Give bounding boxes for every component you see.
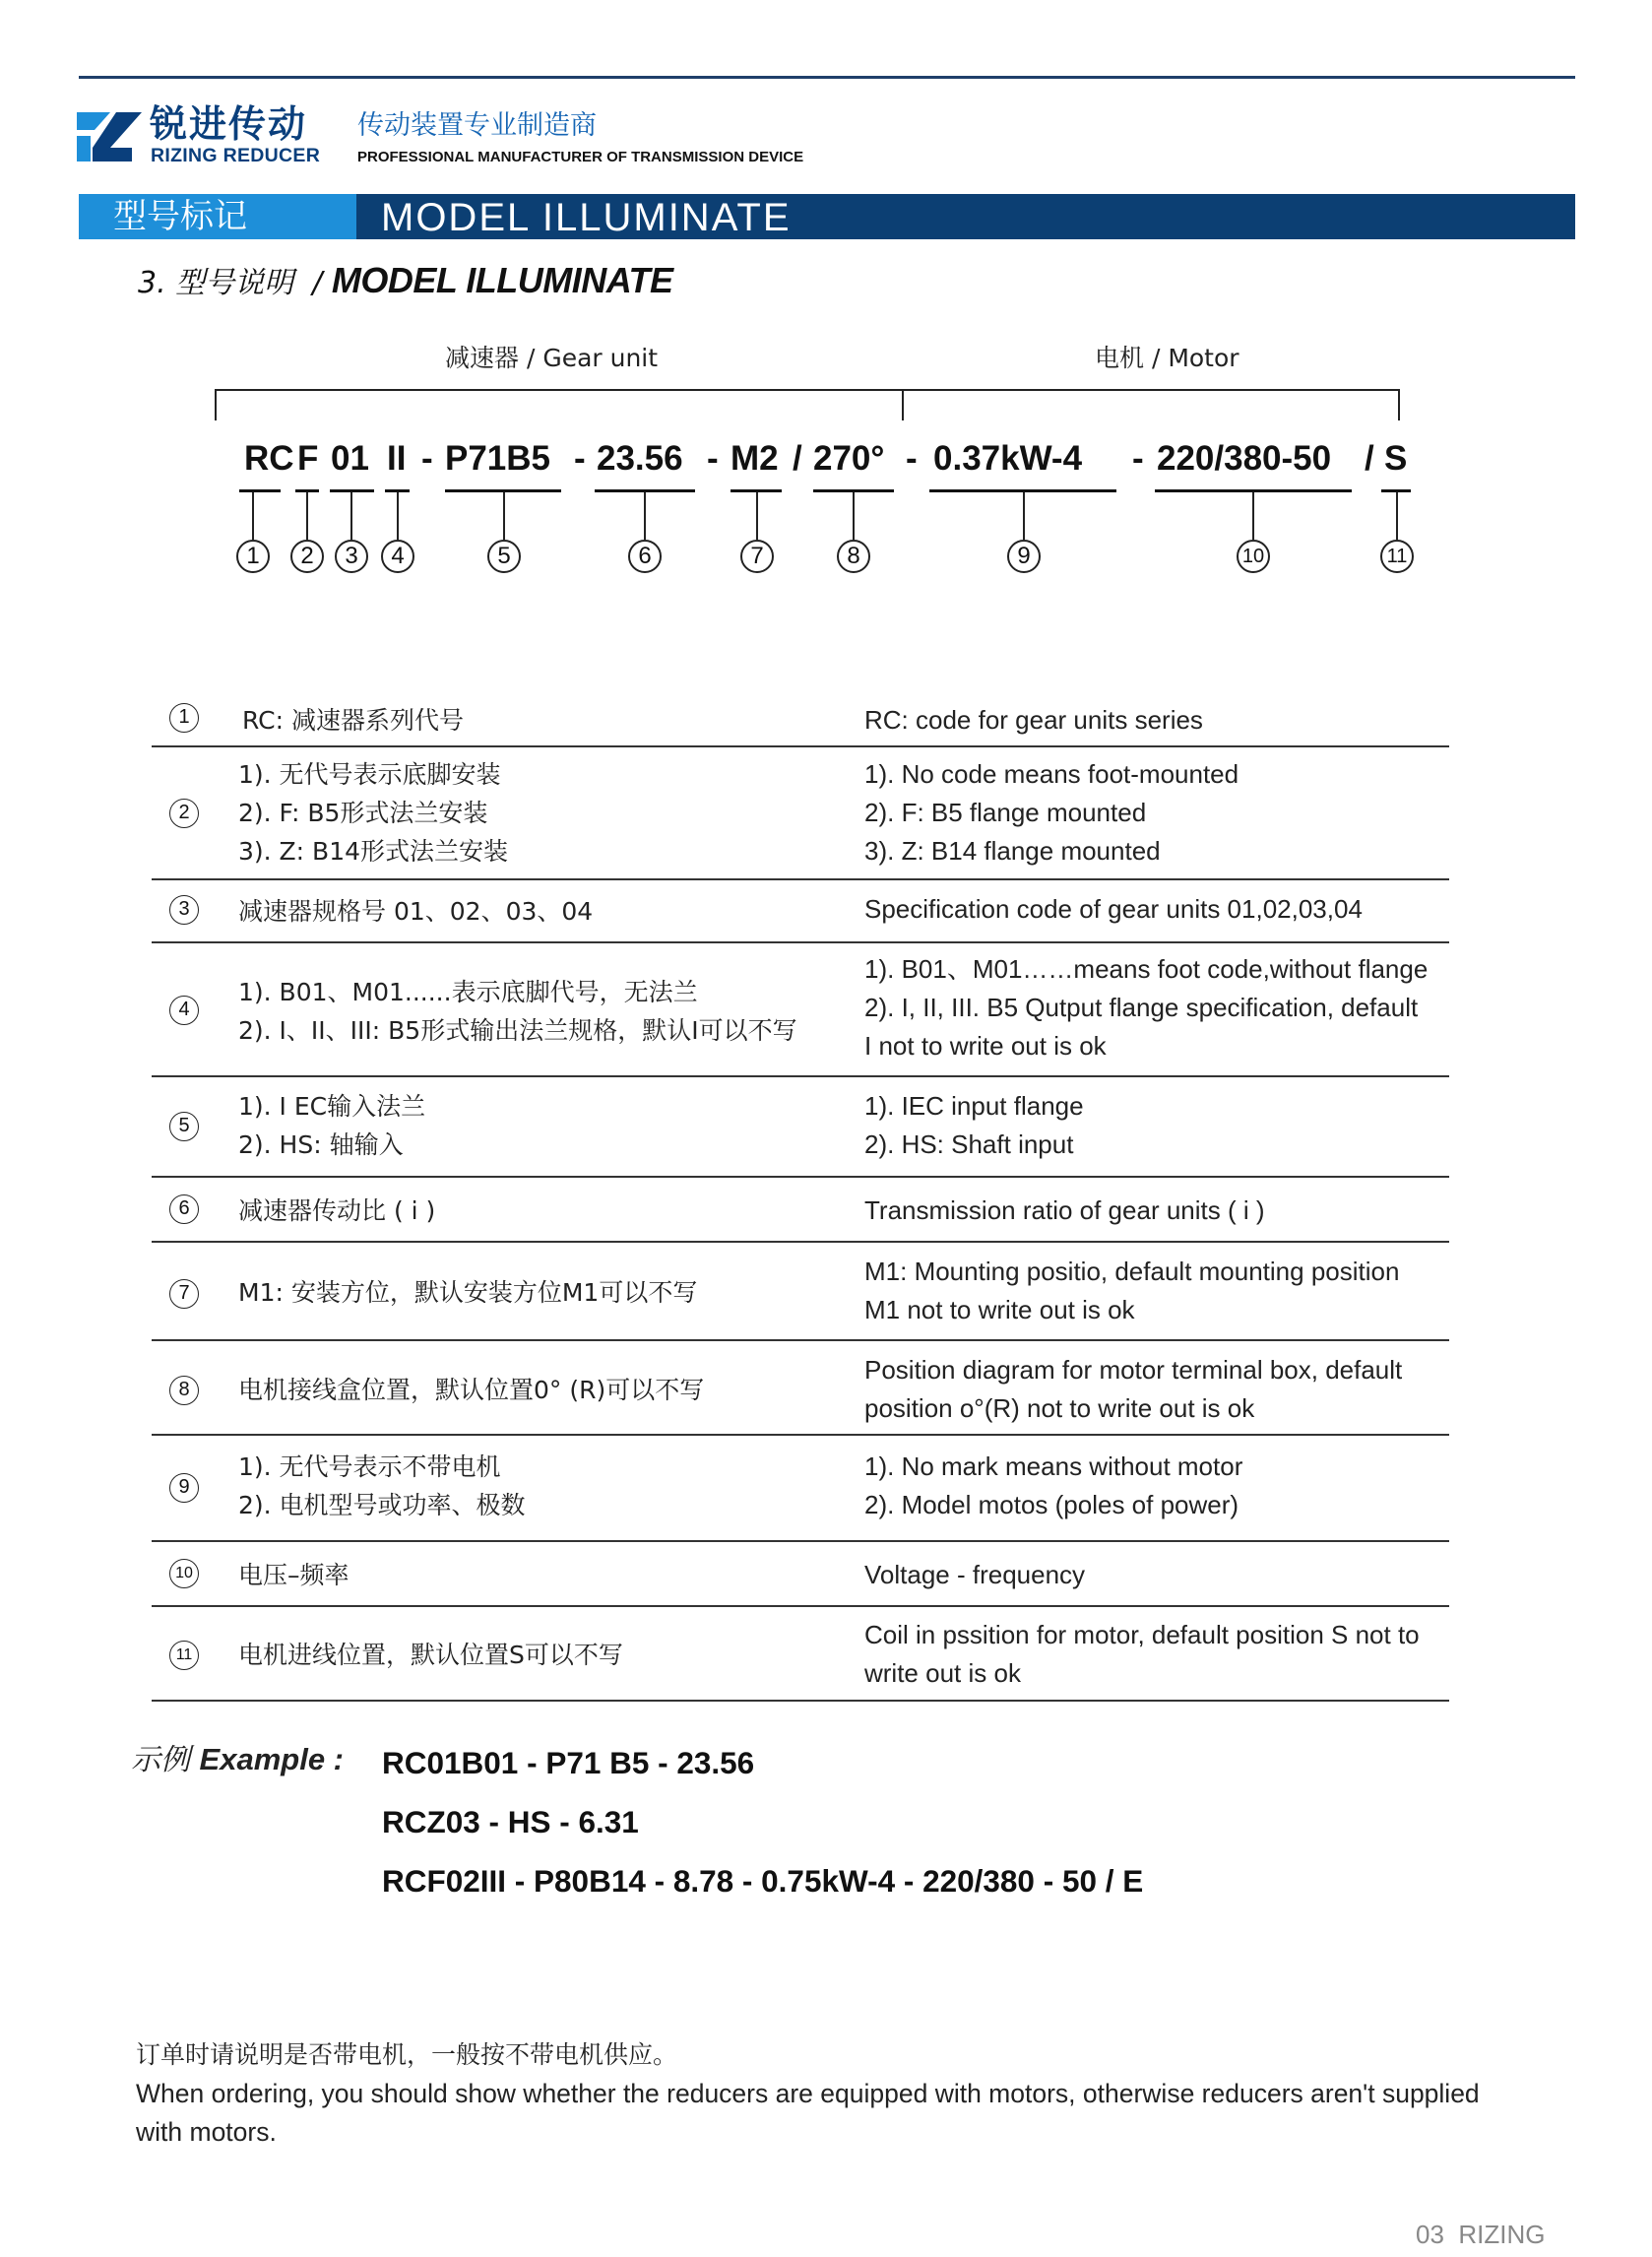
table-row xyxy=(152,1077,1449,1178)
row-number: 1 xyxy=(169,703,199,733)
row-en-text: M1: Mounting positio, default mounting position M1 not to write out is ok xyxy=(864,1257,1400,1324)
row-number: 8 xyxy=(169,1376,199,1405)
row-number: 3 xyxy=(169,895,199,925)
table-row xyxy=(152,1243,1449,1341)
code-part-size: 01 xyxy=(331,439,369,478)
table-row xyxy=(152,747,1449,880)
example-line-1: RC01B01 - P71 B5 - 23.56 xyxy=(382,1745,755,1780)
marker-leader xyxy=(397,492,399,540)
code-underline xyxy=(239,489,281,492)
row-number: 2 xyxy=(169,799,199,828)
footer-brand: RIZING xyxy=(1458,2220,1546,2249)
code-part-coil: S xyxy=(1384,439,1408,478)
diagram-bracket xyxy=(215,389,1400,420)
table-row xyxy=(152,880,1449,943)
marker-6: 6 xyxy=(628,540,662,573)
brand-name-en: RIZING REDUCER xyxy=(151,145,321,166)
table-row xyxy=(152,1178,1449,1243)
marker-leader xyxy=(252,492,254,540)
row-cn-text: 1). 无代号表示底脚安装 2). F: B5形式法兰安装 3). Z: B14形式法兰安装 xyxy=(238,760,509,866)
code-separator: - xyxy=(707,439,719,478)
row-cn-text: 1). 无代号表示不带电机 2). 电机型号或功率、极数 xyxy=(238,1452,526,1519)
order-note-cn: 订单时请说明是否带电机，一般按不带电机供应。 xyxy=(136,2040,678,2069)
row-en-text: Transmission ratio of gear units ( i ) xyxy=(864,1195,1265,1225)
code-separator: / xyxy=(793,439,802,478)
marker-5: 5 xyxy=(487,540,521,573)
tagline-cn: 传动装置专业制造商 xyxy=(357,110,597,141)
rizing-logo-icon xyxy=(77,108,142,163)
code-separator: / xyxy=(1365,439,1374,478)
page-footer xyxy=(1416,2220,1545,2249)
table-row xyxy=(152,1436,1449,1542)
row-cn-text: 减速器规格号 01、02、03、04 xyxy=(238,897,594,926)
row-en-text: 1). No mark means without motor 2). Model motos (poles of power) xyxy=(864,1451,1243,1519)
row-number: 10 xyxy=(169,1559,199,1588)
marker-leader xyxy=(1023,492,1025,540)
gear-unit-caption: 减速器 / Gear unit xyxy=(445,344,659,372)
marker-9: 9 xyxy=(1007,540,1041,573)
marker-leader xyxy=(1396,492,1398,540)
code-part-flange: II xyxy=(387,439,407,478)
code-part-box-angle: 270° xyxy=(813,439,885,478)
row-number: 7 xyxy=(169,1279,199,1309)
row-cn-text: 1). B01、M01......表示底脚代号，无法兰 2). I、II、III: B5形式输出法兰规格，默认I可以不写 xyxy=(238,978,797,1045)
code-separator: - xyxy=(906,439,918,478)
row-cn-text: 1). I EC输入法兰 2). HS: 轴输入 xyxy=(238,1092,426,1159)
code-part-ratio: 23.56 xyxy=(597,439,683,478)
diagram-bracket-divider xyxy=(902,389,904,420)
page-number: 03 xyxy=(1416,2220,1444,2249)
section-title-en: MODEL ILLUMINATE xyxy=(331,260,673,300)
order-note-en: When ordering, you should show whether the reducers are equipped with motors, otherwise reducers aren't supplied with motors. xyxy=(136,2079,1480,2147)
row-number: 4 xyxy=(169,996,199,1025)
code-separator: - xyxy=(1132,439,1144,478)
marker-10: 10 xyxy=(1237,540,1270,573)
row-number: 11 xyxy=(169,1641,199,1670)
brand-name-cn: 锐进传动 xyxy=(150,102,308,146)
row-cn-text: 减速器传动比 ( i ) xyxy=(238,1196,436,1225)
row-en-text: Specification code of gear units 01,02,03,04 xyxy=(864,894,1363,924)
row-en-text: 1). B01、M01……means foot code,without flange 2). I, II, III. B5 Qutput flange specification, default I not to write out is ok xyxy=(864,954,1429,1061)
marker-leader xyxy=(853,492,855,540)
row-en-text: Voltage - frequency xyxy=(864,1560,1086,1589)
row-cn-text: RC: 减速器系列代号 xyxy=(242,706,464,735)
row-cn-text: 电压–频率 xyxy=(238,1561,349,1589)
row-number: 6 xyxy=(169,1194,199,1224)
code-part-position: M2 xyxy=(731,439,779,478)
marker-leader xyxy=(756,492,758,540)
table-row xyxy=(152,1542,1449,1607)
marker-4: 4 xyxy=(381,540,414,573)
table-row xyxy=(152,943,1449,1077)
header-rule xyxy=(79,76,1575,79)
code-part-input: P71B5 xyxy=(445,439,551,478)
marker-11: 11 xyxy=(1380,540,1414,573)
row-cn-text: M1: 安装方位，默认安装方位M1可以不写 xyxy=(238,1278,698,1307)
example-line-2: RCZ03 - HS - 6.31 xyxy=(382,1804,639,1839)
marker-leader xyxy=(503,492,505,540)
row-number: 5 xyxy=(169,1112,199,1141)
table-row xyxy=(152,1341,1449,1436)
marker-leader xyxy=(306,492,308,540)
banner-title-en: MODEL ILLUMINATE xyxy=(381,196,792,239)
section-title xyxy=(138,261,673,303)
row-en-text: 1). IEC input flange 2). HS: Shaft input xyxy=(864,1091,1084,1159)
code-separator: - xyxy=(574,439,586,478)
table-row xyxy=(152,696,1449,747)
example-label-en: Example : xyxy=(199,1742,344,1776)
code-part-mounting: F xyxy=(297,439,319,478)
example-label xyxy=(131,1738,344,1782)
row-en-text: 1). No code means foot-mounted 2). F: B5 flange mounted 3). Z: B14 flange mounted xyxy=(864,759,1239,866)
marker-leader xyxy=(644,492,646,540)
example-line-3: RCF02III - P80B14 - 8.78 - 0.75kW-4 - 220/380 - 50 / E xyxy=(382,1863,1144,1899)
marker-7: 7 xyxy=(740,540,774,573)
section-title-cn: 3. 型号说明 xyxy=(138,266,294,300)
marker-leader xyxy=(350,492,352,540)
row-en-text: Position diagram for motor terminal box, default position o°(R) not to write out is ok xyxy=(864,1355,1403,1423)
table-row xyxy=(152,1607,1449,1702)
section-title-sep: / xyxy=(312,266,323,300)
row-cn-text: 电机进线位置，默认位置S可以不写 xyxy=(238,1641,623,1669)
tagline-en: PROFESSIONAL MANUFACTURER OF TRANSMISSION DEVICE xyxy=(357,149,804,165)
marker-3: 3 xyxy=(335,540,368,573)
row-cn-text: 电机接线盒位置，默认位置0° (R)可以不写 xyxy=(238,1376,705,1404)
row-number: 9 xyxy=(169,1473,199,1503)
code-part-voltage: 220/380-50 xyxy=(1157,439,1332,478)
row-en-text: Coil in pssition for motor, default position S not to write out is ok xyxy=(864,1620,1420,1688)
motor-caption: 电机 / Motor xyxy=(1095,344,1239,372)
code-part-motor: 0.37kW-4 xyxy=(933,439,1083,478)
marker-2: 2 xyxy=(290,540,324,573)
code-separator: - xyxy=(421,439,433,478)
code-part-series: RC xyxy=(244,439,294,478)
row-en-text: RC: code for gear units series xyxy=(864,705,1203,735)
marker-leader xyxy=(1252,492,1254,540)
example-label-cn: 示例 xyxy=(131,1743,190,1777)
banner-title-cn: 型号标记 xyxy=(113,197,247,236)
marker-8: 8 xyxy=(837,540,870,573)
marker-1: 1 xyxy=(236,540,270,573)
